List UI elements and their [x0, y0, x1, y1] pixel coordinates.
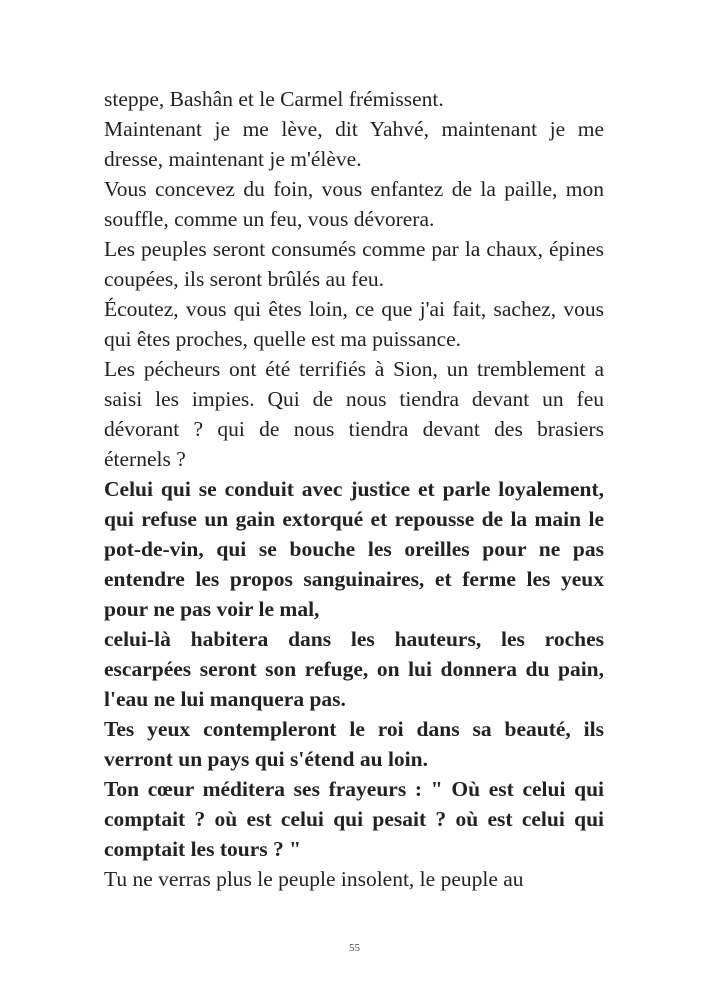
- paragraph-8: celui-là habitera dans les hauteurs, les roches escarpées seront son refuge, on lui donnera du pain, l'eau ne lui manquera pas.: [104, 627, 604, 711]
- paragraph-2: Maintenant je me lève, dit Yahvé, maintenant je me dresse, maintenant je m'élève.: [104, 117, 604, 171]
- paragraph-4: Les peuples seront consumés comme par la chaux, épines coupées, ils seront brûlés au feu.: [104, 237, 604, 291]
- page-number: 55: [349, 942, 360, 954]
- paragraph-10: Ton cœur méditera ses frayeurs : " Où est celui qui comptait ? où est celui qui pesait ? où est celui qui comptait les tours ? ": [104, 777, 604, 861]
- paragraph-3: Vous concevez du foin, vous enfantez de la paille, mon souffle, comme un feu, vous dévorera.: [104, 177, 604, 231]
- paragraph-7: Celui qui se conduit avec justice et parle loyalement, qui refuse un gain extorqué et repousse de la main le pot-de-vin, qui se bouche les oreilles pour ne pas entendre les propos sanguinaires, et ferme les yeux pour ne pas voir le mal,: [104, 477, 604, 621]
- paragraph-9: Tes yeux contempleront le roi dans sa beauté, ils verront un pays qui s'étend au loin.: [104, 717, 604, 771]
- paragraph-11: Tu ne verras plus le peuple insolent, le peuple au: [104, 867, 524, 891]
- paragraph-1: steppe, Bashân et le Carmel frémissent.: [104, 87, 444, 111]
- paragraph-6: Les pécheurs ont été terrifiés à Sion, un tremblement a saisi les impies. Qui de nous tiendra devant un feu dévorant ? qui de nous tiendra devant des brasiers éternels ?: [104, 357, 604, 471]
- paragraph-5: Écoutez, vous qui êtes loin, ce que j'ai fait, sachez, vous qui êtes proches, quelle est ma puissance.: [104, 297, 604, 351]
- page-body: [104, 84, 604, 894]
